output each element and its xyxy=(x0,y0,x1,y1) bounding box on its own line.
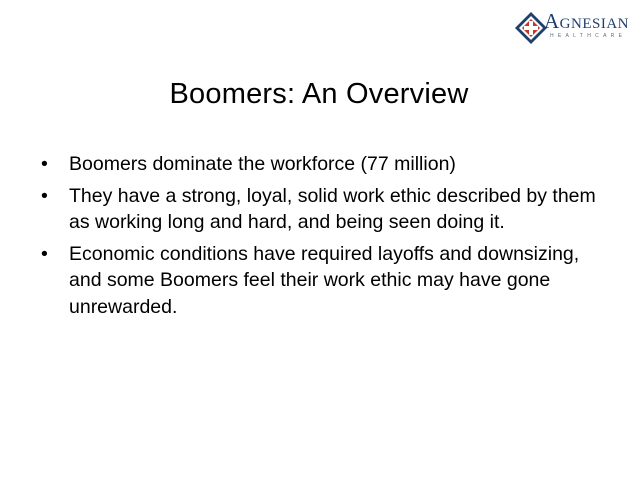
logo-emblem-icon xyxy=(514,11,548,45)
logo-rest: GNESIAN xyxy=(559,16,630,32)
slide-title: Boomers: An Overview xyxy=(169,78,469,110)
bullet-text: Economic conditions have required layoffs and downsizing, and some Boomers feel their work ethic may have gone unrewarded. xyxy=(69,242,580,318)
agnesian-logo xyxy=(514,9,632,49)
bullet-item xyxy=(41,151,601,178)
bullet-text: They have a strong, loyal, solid work ethic described by them as working long and hard, and being seen doing it. xyxy=(69,184,596,233)
bullet-icon: • xyxy=(41,153,48,175)
bullet-item xyxy=(41,183,601,236)
bullet-icon: • xyxy=(41,242,48,265)
bullet-icon: • xyxy=(41,184,48,207)
bullet-item xyxy=(41,241,601,321)
logo-initial: A xyxy=(544,9,560,33)
logo-tagline: HEALTHCARE xyxy=(550,33,627,39)
bullet-list xyxy=(41,151,601,325)
bullet-text: Boomers dominate the workforce (77 million) xyxy=(69,153,456,175)
logo-wordmark xyxy=(544,9,630,33)
